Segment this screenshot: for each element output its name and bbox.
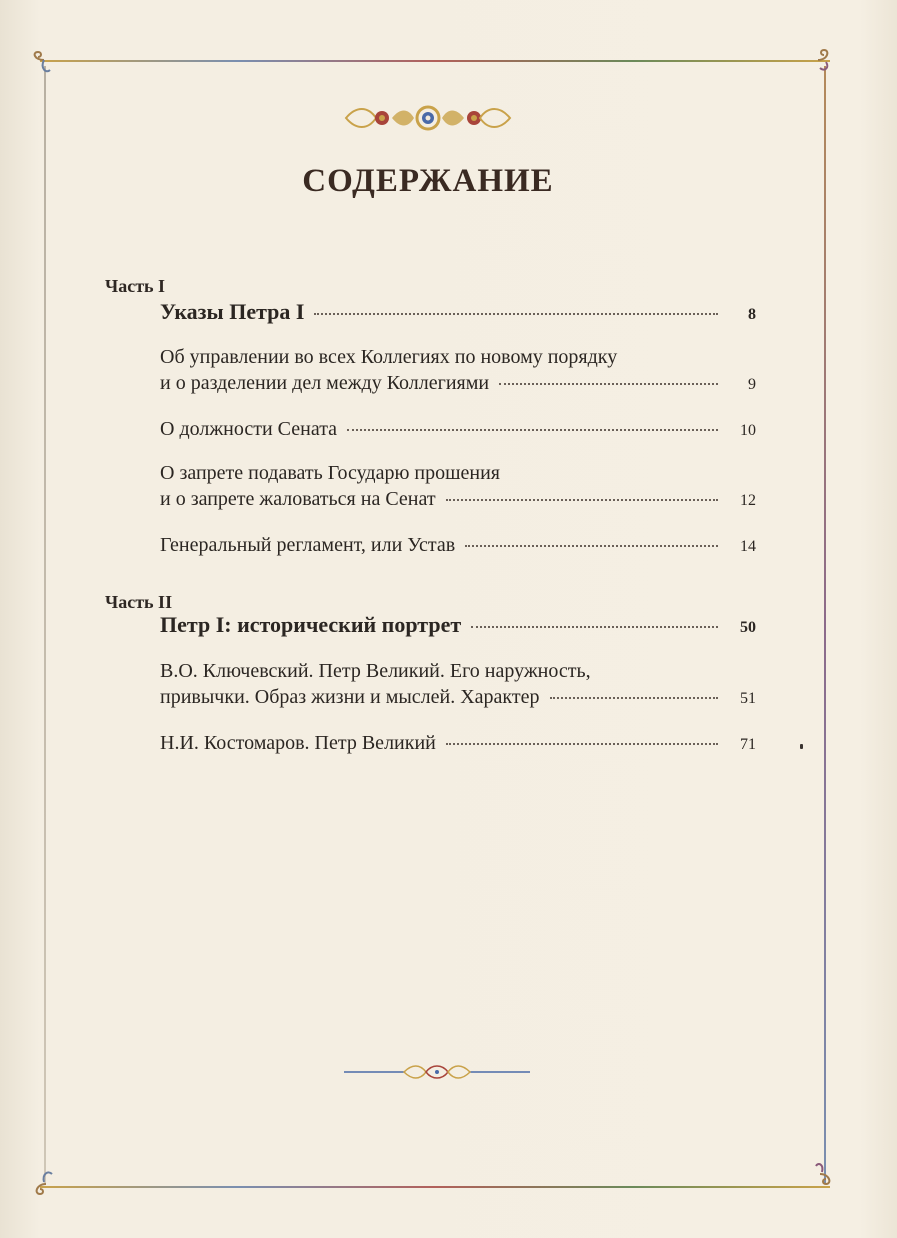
leader-dots bbox=[347, 428, 718, 431]
scroll-corner-icon bbox=[808, 1160, 838, 1190]
frame-left-rule bbox=[44, 66, 46, 1184]
page-number: 51 bbox=[740, 690, 756, 707]
scroll-corner-icon bbox=[28, 1168, 58, 1198]
toc-entry[interactable] bbox=[160, 532, 756, 560]
leader-dots bbox=[471, 625, 718, 628]
toc-heading[interactable] bbox=[160, 612, 756, 641]
page-title: СОДЕРЖАНИЕ bbox=[302, 163, 554, 199]
leader-dots bbox=[314, 312, 718, 315]
toc-entry-line2: привычки. Образ жизни и мыслей. Характер bbox=[160, 686, 540, 708]
page-number: 10 bbox=[740, 422, 756, 439]
toc-heading-text: Петр I: исторический портрет bbox=[160, 612, 462, 637]
leader-dots bbox=[446, 742, 718, 745]
scroll-corner-icon bbox=[806, 44, 836, 74]
toc-entry-line1: О запрете подавать Государю прошения bbox=[160, 462, 500, 484]
toc-entry-line1: В.О. Ключевский. Петр Великий. Его наружность, bbox=[160, 660, 591, 682]
toc-entry[interactable] bbox=[160, 658, 756, 712]
part-label: Часть I bbox=[105, 276, 166, 296]
toc-entry-line2: и о разделении дел между Коллегиями bbox=[160, 372, 490, 394]
page-number: 71 bbox=[740, 736, 756, 753]
page-number: 12 bbox=[740, 492, 756, 509]
toc-entry-line2: и о запрете жаловаться на Сенат bbox=[160, 488, 436, 510]
toc-entry-line1: Об управлении во всех Коллегиях по новому порядку bbox=[160, 346, 618, 368]
print-speck bbox=[800, 744, 803, 749]
page-number: 9 bbox=[748, 376, 756, 393]
toc-entry[interactable] bbox=[160, 416, 756, 444]
scroll-corner-icon bbox=[26, 48, 56, 78]
part-label: Часть II bbox=[105, 592, 173, 612]
leader-dots bbox=[550, 696, 719, 699]
toc-entry-line2: Н.И. Костомаров. Петр Великий bbox=[160, 732, 436, 754]
page-number: 8 bbox=[748, 306, 756, 323]
frame-top-rule bbox=[40, 60, 830, 62]
leader-dots bbox=[465, 544, 718, 547]
leader-dots bbox=[446, 498, 718, 501]
toc-entry[interactable] bbox=[160, 730, 756, 758]
toc-heading-text: Указы Петра I bbox=[160, 299, 305, 324]
toc-entry-line2: Генеральный регламент, или Устав bbox=[160, 534, 456, 556]
floral-ornament-icon bbox=[342, 98, 514, 138]
leader-dots bbox=[499, 382, 718, 385]
toc-entry-line2: О должности Сената bbox=[160, 418, 338, 440]
page-number: 50 bbox=[740, 619, 756, 636]
toc-entry[interactable] bbox=[160, 460, 756, 514]
toc-entry[interactable] bbox=[160, 344, 756, 398]
toc-heading[interactable] bbox=[160, 299, 756, 328]
page-number: 14 bbox=[740, 538, 756, 555]
frame-right-rule bbox=[824, 66, 826, 1184]
swirl-divider-icon bbox=[344, 1060, 530, 1084]
frame-bottom-rule bbox=[40, 1186, 830, 1188]
